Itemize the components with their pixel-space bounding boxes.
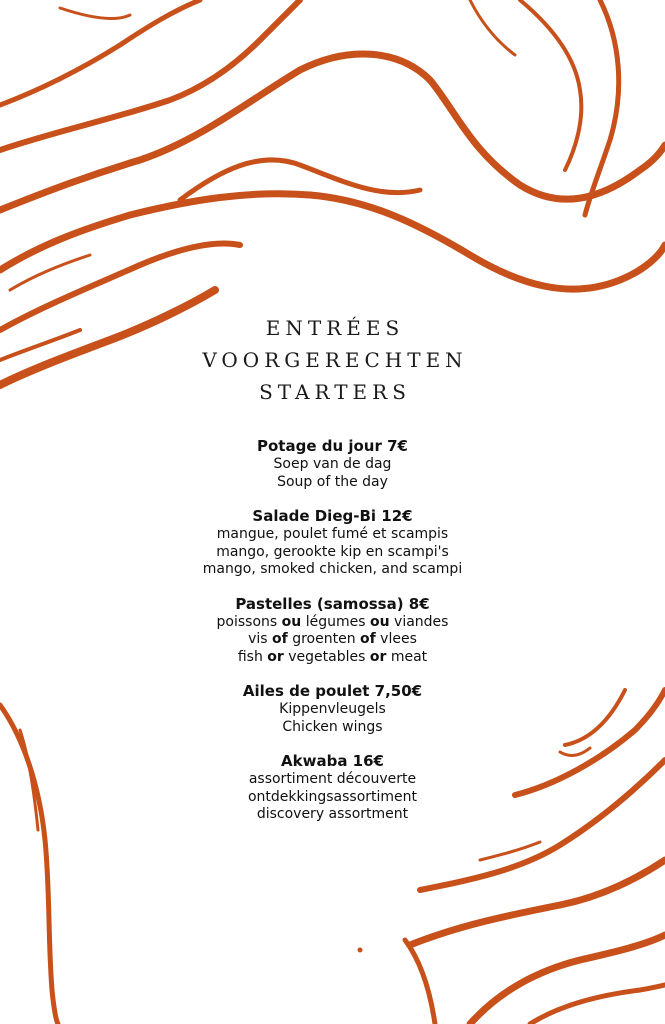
- item-description-fr: mangue, poulet fumé et scampis: [216, 526, 449, 542]
- item-description-nl: [0, 631, 665, 649]
- item-description-en: discovery assortment: [256, 806, 409, 822]
- conjunction: of: [272, 631, 288, 647]
- word: vegetables: [283, 648, 370, 665]
- menu-item-ailes: [0, 681, 665, 736]
- word: poissons: [216, 613, 282, 630]
- item-description-en: mango, smoked chicken, and scampi: [202, 561, 463, 577]
- menu-list: [0, 436, 665, 839]
- item-title: Akwaba 16€: [281, 752, 384, 770]
- conjunction: or: [267, 648, 284, 665]
- item-description-nl: Kippenvleugels: [279, 701, 386, 717]
- word: meat: [386, 648, 428, 665]
- item-description-fr: [0, 614, 665, 632]
- item-title: Salade Dieg-Bi 12€: [252, 507, 413, 525]
- word: fish: [237, 648, 268, 665]
- menu-item-akwaba: [0, 751, 665, 824]
- item-description-en: Soup of the day: [277, 473, 388, 490]
- item-description-fr: assortiment découverte: [248, 771, 417, 787]
- item-title: Ailes de poulet 7,50€: [242, 682, 423, 700]
- conjunction: of: [360, 631, 376, 647]
- item-description-en: Chicken wings: [282, 718, 383, 735]
- item-description-fr: Soep van de dag: [273, 456, 392, 472]
- item-title: Pastelles (samossa) 8€: [235, 594, 430, 613]
- item-description-nl: ontdekkingsassortiment: [247, 788, 418, 805]
- word: viandes: [389, 613, 449, 630]
- conjunction: ou: [369, 613, 390, 630]
- heading-english: STARTERS: [259, 380, 411, 404]
- menu-item-pastelles: [0, 594, 665, 667]
- conjunction: ou: [281, 613, 302, 630]
- heading-french: ENTRÉES: [265, 316, 405, 340]
- word: vis: [248, 631, 273, 647]
- word: légumes: [301, 613, 370, 630]
- conjunction: or: [369, 648, 387, 665]
- item-description-en: [0, 649, 665, 667]
- heading-dutch: VOORGERECHTEN: [202, 348, 468, 372]
- item-description-nl: mango, gerookte kip en scampi's: [216, 543, 449, 560]
- menu-item-potage: [0, 436, 665, 491]
- word: vlees: [375, 631, 417, 647]
- word: groenten: [287, 631, 361, 647]
- item-title: Potage du jour 7€: [257, 437, 408, 455]
- menu-item-salade: [0, 506, 665, 579]
- section-heading: [0, 312, 665, 408]
